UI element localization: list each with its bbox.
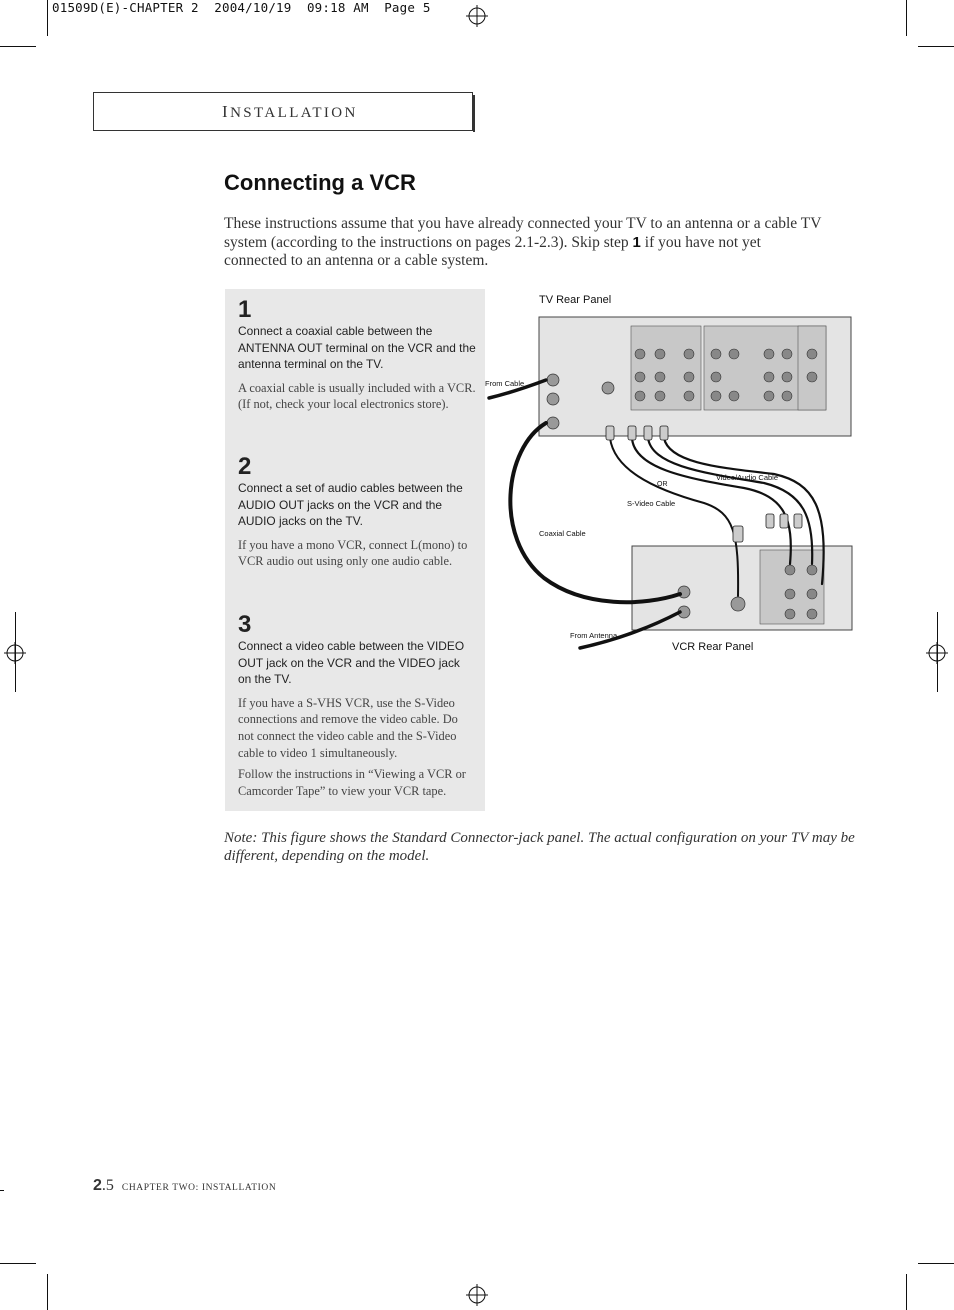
crop-mark bbox=[0, 1263, 36, 1264]
or-label: OR bbox=[657, 481, 668, 488]
step-note: If you have a mono VCR, connect L(mono) to VCR audio out using only one audio cable. bbox=[238, 537, 468, 569]
crop-mark bbox=[918, 46, 954, 47]
connection-diagram bbox=[484, 288, 856, 660]
vcr-s-video-out-jack bbox=[731, 597, 745, 611]
registration-mark-icon bbox=[466, 1284, 488, 1306]
video-audio-cable-label: Video/Audio Cable bbox=[716, 473, 778, 482]
step-1 bbox=[238, 296, 476, 413]
crop-mark bbox=[906, 0, 907, 36]
intro-paragraph bbox=[224, 215, 824, 271]
crop-mark bbox=[906, 1274, 907, 1310]
step-number: 1 bbox=[238, 296, 252, 323]
step-instruction: Connect a coaxial cable between the ANTENNA OUT terminal on the VCR and the antenna terminal on the TV. bbox=[238, 324, 476, 371]
step-3 bbox=[238, 611, 476, 800]
crop-mark bbox=[0, 46, 36, 47]
intro-step-reference: 1 bbox=[632, 233, 641, 251]
section-header bbox=[93, 92, 473, 131]
tv-s-video-jack bbox=[602, 382, 614, 394]
step-note: A coaxial cable is usually included with a VCR. (If not, check your local electronics store). bbox=[238, 380, 476, 412]
vcr-antenna-out-terminal bbox=[678, 586, 690, 598]
step-instruction: Connect a set of audio cables between the AUDIO OUT jacks on the VCR and the AUDIO jacks on the TV. bbox=[238, 481, 463, 528]
crop-mark bbox=[918, 1263, 954, 1264]
step-instruction: Connect a video cable between the VIDEO OUT jack on the VCR and the VIDEO jack on the TV. bbox=[238, 639, 465, 686]
chapter-label: CHAPTER TWO: INSTALLATION bbox=[121, 1183, 277, 1193]
crop-mark bbox=[47, 1274, 48, 1310]
vcr-rear-panel-label: VCR Rear Panel bbox=[672, 641, 754, 653]
crop-mark bbox=[937, 612, 938, 692]
step-number: 2 bbox=[238, 453, 252, 480]
coaxial-cable-label: Coaxial Cable bbox=[539, 529, 586, 538]
from-antenna-label: From Antenna bbox=[570, 631, 618, 640]
page-footer bbox=[93, 1177, 276, 1195]
header-box-shadow bbox=[473, 95, 475, 132]
plugs bbox=[606, 426, 802, 542]
tv-rear-panel-label: TV Rear Panel bbox=[539, 294, 612, 306]
tv-antenna-terminals bbox=[547, 374, 559, 429]
tv-jack-block bbox=[798, 326, 826, 410]
section-label: INSTALLATION bbox=[222, 102, 358, 121]
intro-text: These instructions assume that you have already connected your TV to an antenna or a cable TV system (according to the instructions on pages 2.1-2.3). Skip step bbox=[224, 215, 822, 251]
step-number: 3 bbox=[238, 611, 252, 638]
figure-note: Note: This figure shows the Standard Connector-jack panel. The actual configuration on your TV may be different, depending on the model. bbox=[224, 830, 855, 864]
crop-mark bbox=[47, 0, 48, 36]
intro-text: if you have not yet connected to an antenna or a cable system. bbox=[224, 233, 761, 269]
step-note: Follow the instructions in “Viewing a VCR or Camcorder Tape” to view your VCR tape. bbox=[238, 767, 466, 799]
page-number: 2 bbox=[93, 1177, 102, 1194]
page-number-sub: .5 bbox=[101, 1177, 114, 1194]
steps-panel bbox=[225, 289, 485, 811]
from-cable-label: From Cable bbox=[485, 379, 525, 388]
print-slug: 01509D(E)-CHAPTER 2 2004/10/19 09:18 AM Page 5 bbox=[52, 0, 431, 15]
step-2 bbox=[238, 453, 476, 570]
crop-mark bbox=[0, 1190, 4, 1191]
registration-mark-icon bbox=[466, 5, 488, 27]
step-note: If you have a S-VHS VCR, use the S-Video connections and remove the video cable. Do not connect the video cable and the S-Video cable to video 1 simultaneously. bbox=[238, 695, 458, 760]
page-title: Connecting a VCR bbox=[224, 170, 416, 195]
s-video-cable-label: S-Video Cable bbox=[627, 499, 676, 508]
crop-mark bbox=[15, 612, 16, 692]
